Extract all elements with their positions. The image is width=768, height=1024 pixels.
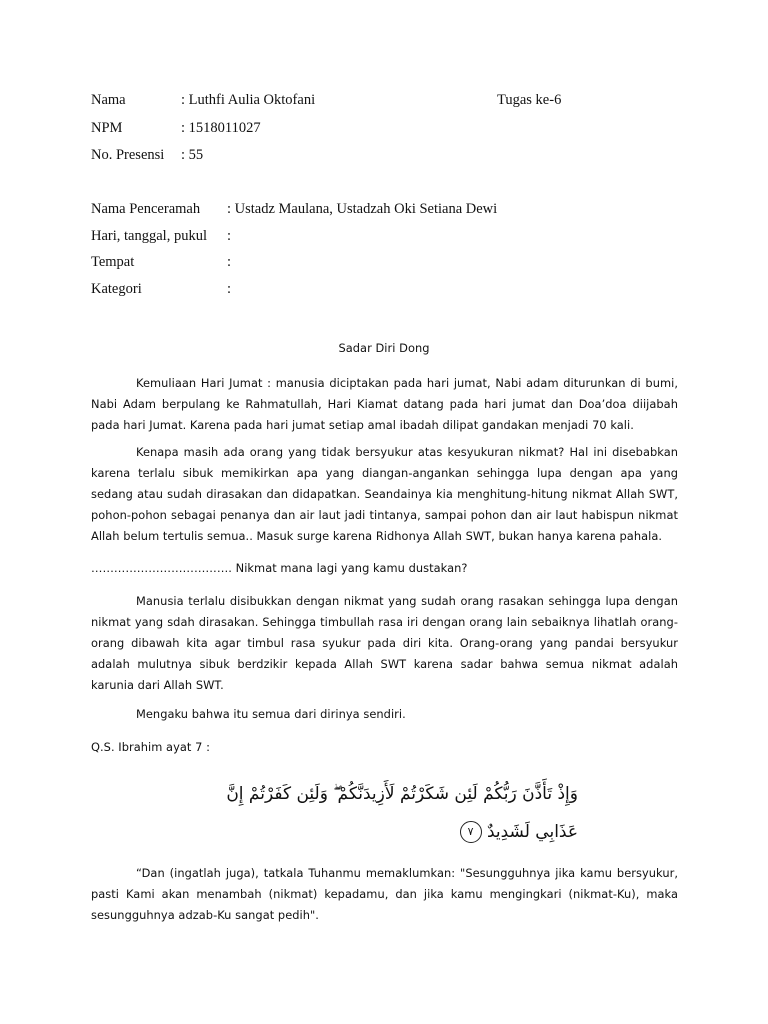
kategori-label: Kategori: [91, 281, 142, 297]
paragraph-translation: “Dan (ingatlah juga), tatkala Tuhanmu memaklumkan: "Sesungguhnya jika kamu bersyukur, pasti Kami akan menambah (nikmat) kepadamu, dan jika kamu mengingkari (nikmat-Ku), maka sesungguhnya adzab-Ku sangat pedih".: [91, 866, 678, 922]
penceramah-label: Nama Penceramah: [91, 201, 201, 217]
tempat-row: [91, 254, 491, 274]
paragraph-mengaku: Mengaku bahwa itu semua dari dirinya sendiri.: [136, 707, 406, 721]
presensi-value: : 55: [181, 147, 204, 163]
npm-row: [91, 120, 491, 140]
presensi-row: [91, 147, 491, 167]
tempat-value: :: [227, 254, 232, 270]
npm-value: : 1518011027: [181, 120, 261, 136]
paragraph-manusia: Manusia terlalu disibukkan dengan nikmat yang sudah orang rasakan sehingga lupa dengan nikmat yang sdah dirasakan. Sehingga timbullah rasa iri dengan orang lain sebaiknya lihatlah orang-orang dibawah kita agar timbul rasa syukur pada diri kita. Orang-orang yang pandai bersyukur adalah mulutnya sibuk berdzikir kepada Allah SWT karena sadar bahwa semua nikmat adalah karunia dari Allah SWT.: [91, 594, 678, 692]
tugas-label: Tugas ke-6: [497, 92, 562, 108]
nama-value: : Luthfi Aulia Oktofani: [181, 92, 316, 108]
verse-line-2: [454, 821, 578, 843]
penceramah-value: : Ustadz Maulana, Ustadzah Oki Setiana Dewi: [227, 201, 498, 217]
nama-row: [91, 92, 611, 112]
verse-line-2-text: عَذَابِي لَشَدِيدٌ: [486, 822, 578, 842]
hari-row: [91, 228, 491, 248]
tempat-label: Tempat: [91, 254, 135, 270]
paragraph-kemuliaan: Kemuliaan Hari Jumat : manusia diciptakan pada hari jumat, Nabi adam diturunkan di bumi, Nabi Adam berpulang ke Rahmatullah, Hari Kiamat datang pada hari jumat dan Doa’doa diijabah pada hari Jumat. Karena pada hari jumat setiap amal ibadah dilipat gandakan menjadi 70 kali.: [91, 376, 678, 432]
kategori-row: [91, 281, 491, 301]
presensi-label: No. Presensi: [91, 147, 165, 163]
penceramah-row: [91, 201, 651, 221]
hari-value: :: [227, 228, 232, 244]
paragraph-surah-ref: Q.S. Ibrahim ayat 7 :: [91, 740, 210, 754]
kategori-value: :: [227, 281, 232, 297]
npm-label: NPM: [91, 120, 123, 136]
ayah-number-icon: ٧: [460, 821, 482, 843]
hari-label: Hari, tanggal, pukul: [91, 228, 207, 244]
nama-label: Nama: [91, 92, 126, 108]
verse-line-1: وَإِذْ تَأَذَّنَ رَبُّكُمْ لَئِن شَكَرْتُمْ لَأَزِيدَنَّكُمْ ۖ وَلَئِن كَفَرْتُمْ إِنَّ: [226, 784, 578, 804]
paragraph-kenapa: Kenapa masih ada orang yang tidak bersyukur atas kesyukuran nikmat? Hal ini disebabkan karena terlalu sibuk memikirkan apa yang diangan-angankan sehingga lupa dengan apa yang sedang atau sudah dirasakan dan didapatkan. Seandainya kia menghitung-hitung nikmat Allah SWT, pohon-pohon sebagai penanya dan air laut jadi tintanya, sampai pohon dan air laut habispun nikmat Allah belum tertulis semua.. Masuk surge karena Ridhonya Allah SWT, bukan hanya karena pahala.: [91, 445, 678, 543]
document-title: Sadar Diri Dong: [338, 341, 430, 355]
paragraph-nikmat: ………………………………. Nikmat mana lagi yang kamu dustakan?: [91, 561, 468, 575]
